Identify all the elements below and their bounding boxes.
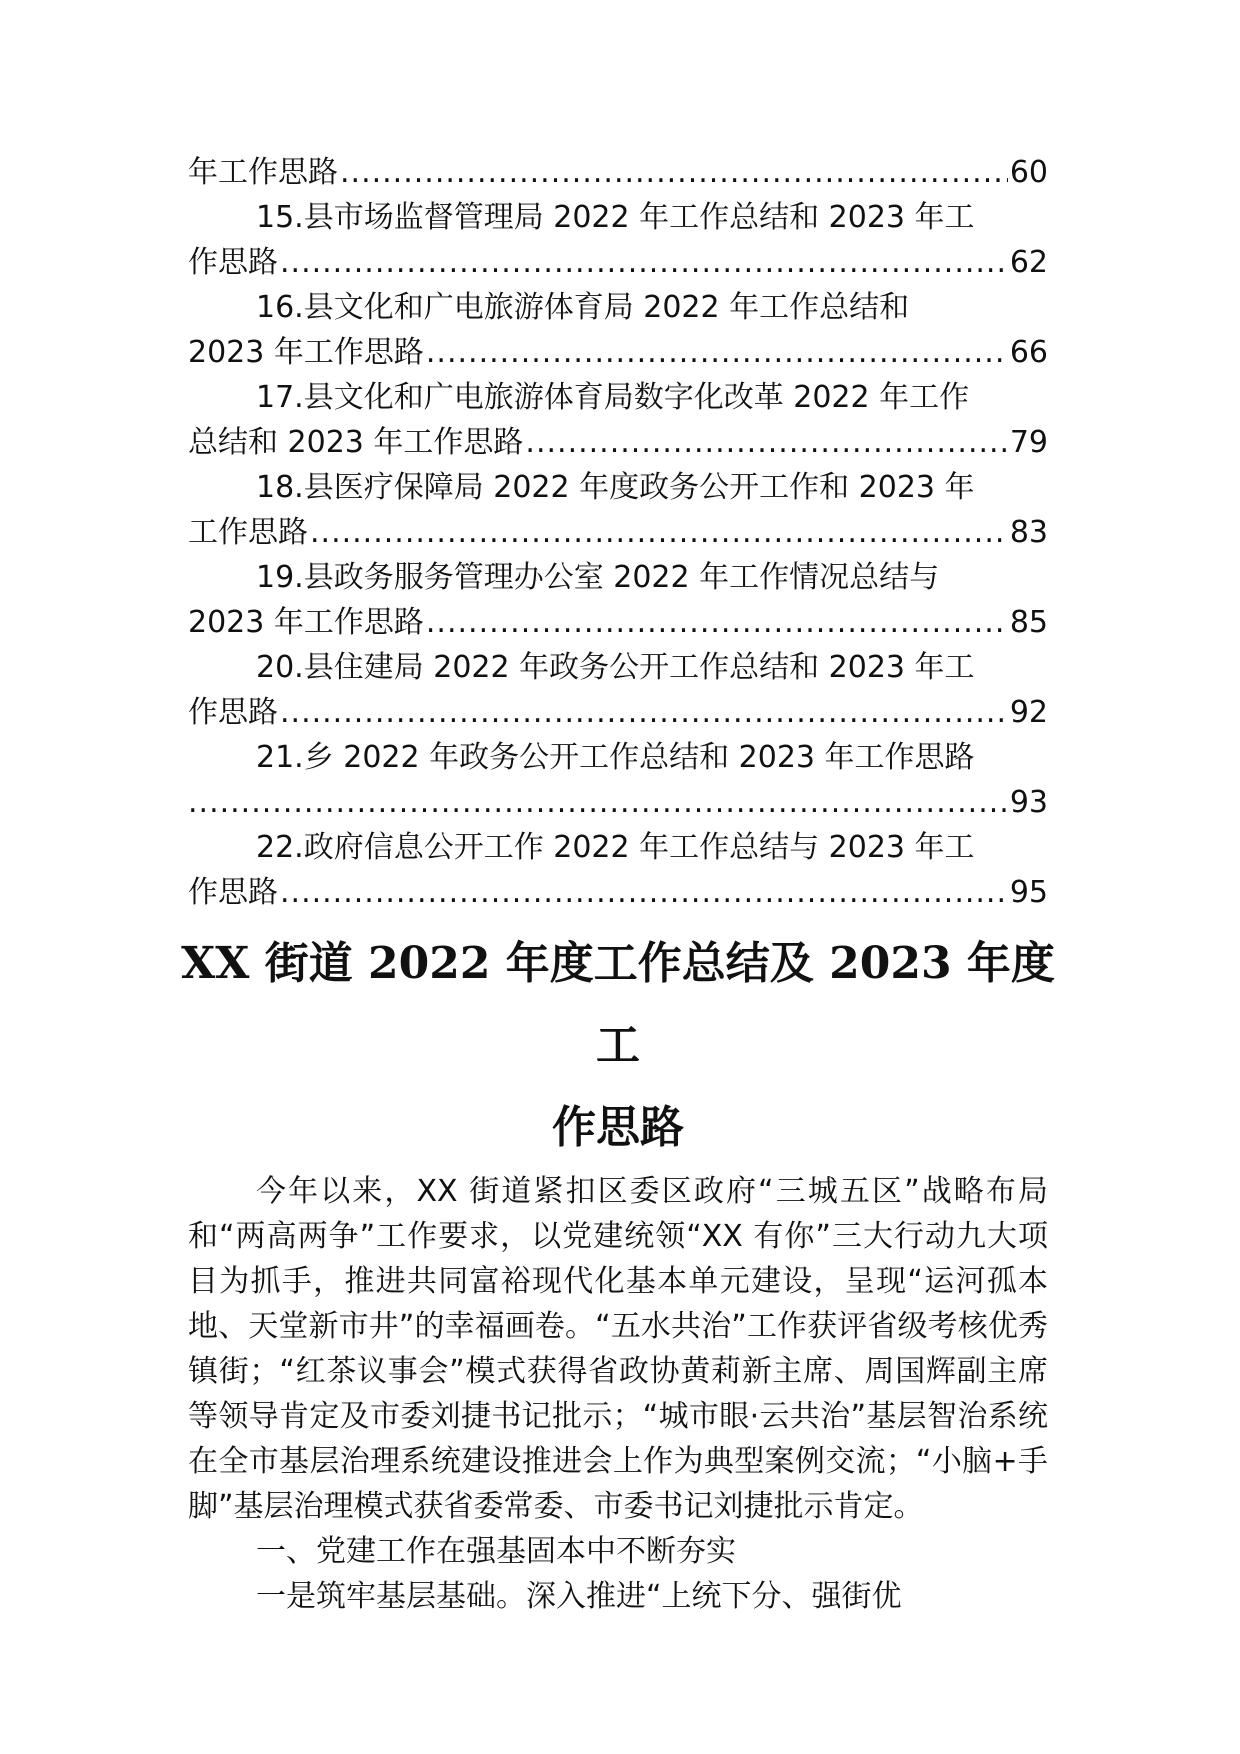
toc-entry[interactable] [188,465,1048,555]
toc-entry[interactable] [188,735,1048,825]
toc-leader-dots [280,690,1008,735]
section-paragraph: 一是筑牢基层基础。深入推进“上统下分、强街优 [256,1579,902,1614]
toc-entry[interactable] [188,555,1048,645]
toc-leader-dots [280,870,1008,915]
toc-page-number: 62 [1009,245,1048,280]
intro-paragraph: 今年以来，XX 街道紧扣区委区政府“三城五区”战略布局和“两高两争”工作要求，以党建统领“XX 有你”三大行动九大项目为抓手，推进共同富裕现代化基本单元建设，呈现“运河孤本地、天堂新市井”的幸福画卷。“五水共治”工作获评省级考核优秀镇街；“红茶议事会”模式获得省政协黄莉新主席、周国辉副主席等领导肯定及市委刘捷书记批示；“城市眼·云共治”基层智治系统在全市基层治理系统建设推进会上作为典型案例交流；“小脑+手脚”基层治理模式获省委常委、市委书记刘捷批示肯定。 [188,1174,1048,1524]
toc-entry-text: 总结和 2023 年工作思路 [188,425,524,460]
document-title [168,923,1068,1169]
toc-entry[interactable] [188,825,1048,915]
section-heading: 一、党建工作在强基固本中不断夯实 [256,1534,736,1569]
toc-page-number: 92 [1009,695,1048,730]
toc-page-number: 60 [1009,155,1048,190]
toc-page-number: 95 [1009,875,1048,910]
toc-entry-text: 2023 年工作思路 [188,605,424,640]
toc-entry[interactable] [188,195,1048,285]
toc-entry-title: 19.县政务服务管理办公室 2022 年工作情况总结与 [256,560,940,595]
toc-entry-title: 16.县文化和广电旅游体育局 2022 年工作总结和 [256,290,910,325]
toc-entry[interactable] [188,645,1048,735]
toc-leader-dots [426,330,1008,375]
toc-entry-text: 作思路 [188,875,278,910]
title-line-1: XX 街道 2022 年度工作总结及 2023 年度工 [181,938,1055,1071]
toc-leader-dots [525,420,1007,465]
toc-leader-dots [310,510,1008,555]
toc-page-number: 85 [1009,605,1048,640]
toc-page-number: 83 [1009,515,1048,550]
toc-leader-dots [188,780,1008,825]
table-of-contents [188,150,1048,915]
toc-entry-title: 20.县住建局 2022 年政务公开工作总结和 2023 年工 [256,650,975,685]
toc-page-number: 66 [1009,335,1048,370]
toc-entry-title: 17.县文化和广电旅游体育局数字化改革 2022 年工作 [256,380,970,415]
toc-page-number: 93 [1009,785,1048,820]
toc-entry[interactable] [188,285,1048,375]
toc-entry[interactable] [188,375,1048,465]
toc-entry-text: 作思路 [188,245,278,280]
toc-entry-text: 年工作思路 [188,155,338,190]
toc-leader-dots [340,150,1008,195]
title-line-2: 作思路 [552,1102,684,1153]
toc-page-number: 79 [1009,425,1048,460]
toc-leader-dots [426,600,1008,645]
document-page [181,150,1055,1619]
toc-leader-dots [280,240,1008,285]
toc-entry-text: 2023 年工作思路 [188,335,424,370]
toc-entry[interactable] [188,150,1048,195]
toc-entry-text: 工作思路 [188,515,308,550]
toc-entry-title: 15.县市场监督管理局 2022 年工作总结和 2023 年工 [256,200,975,235]
toc-entry-text: 作思路 [188,695,278,730]
toc-entry-title: 18.县医疗保障局 2022 年度政务公开工作和 2023 年 [256,470,975,505]
toc-entry-title: 22.政府信息公开工作 2022 年工作总结与 2023 年工 [256,830,975,865]
toc-entry-title: 21.乡 2022 年政务公开工作总结和 2023 年工作思路 [256,740,975,775]
